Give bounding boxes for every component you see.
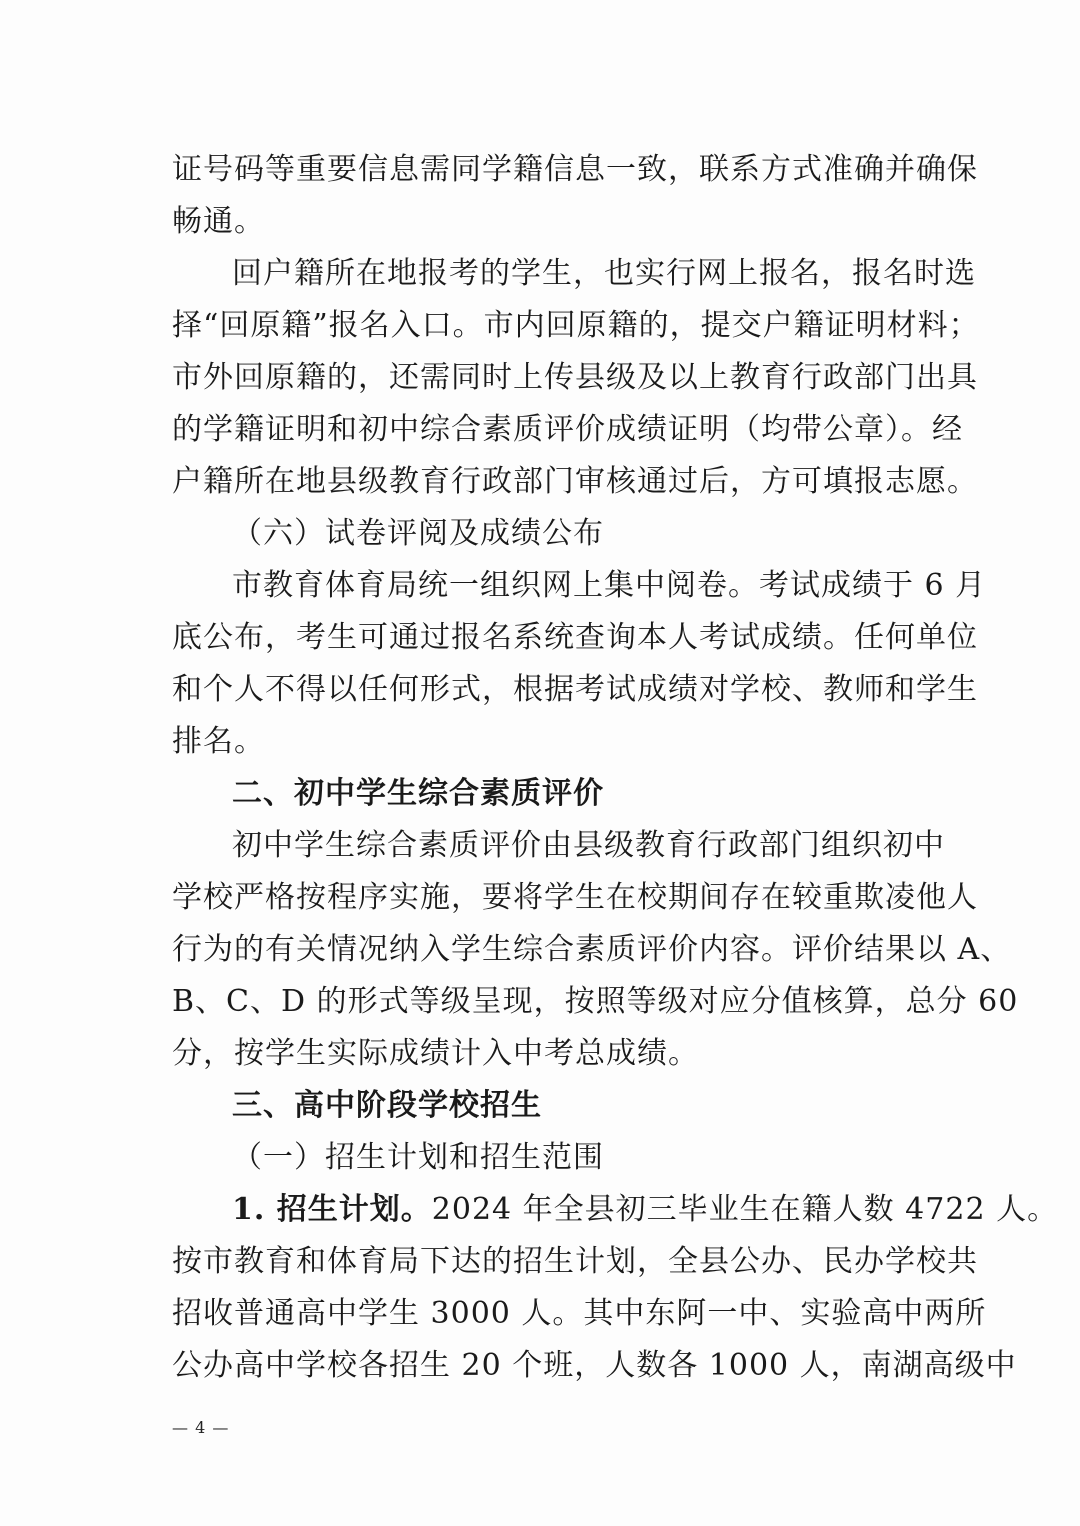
paragraph-line: 的学籍证明和初中综合素质评价成绩证明（均带公章）。经 [172, 412, 963, 447]
paragraph-text: 2024 年全县初三毕业生在籍人数 4722 人。 [431, 1192, 1059, 1227]
paragraph-line [232, 1188, 1059, 1232]
paragraph-line: 初中学生综合素质评价由县级教育行政部门组织初中 [232, 828, 945, 863]
paragraph-line: 畅通。 [172, 204, 265, 239]
paragraph-line: B、C、D 的形式等级呈现，按照等级对应分值核算，总分 60 [172, 984, 1019, 1019]
paragraph-line: 学校严格按程序实施，要将学生在校期间存在较重欺凌他人 [172, 880, 978, 915]
bold-lead-text: 1. 招生计划。 [232, 1192, 432, 1227]
page-number: — 4 — [172, 1418, 230, 1437]
subsection-heading: （一）招生计划和招生范围 [232, 1140, 604, 1175]
paragraph-line: 排名。 [172, 724, 265, 759]
paragraph-line: 按市教育和体育局下达的招生计划，全县公办、民办学校共 [172, 1244, 978, 1279]
paragraph-line: 市教育体育局统一组织网上集中阅卷。考试成绩于 6 月 [232, 568, 987, 603]
paragraph-line: 择“回原籍”报名入口。市内回原籍的，提交户籍证明材料； [172, 308, 980, 343]
section-heading: 二、初中学生综合素质评价 [232, 776, 604, 811]
subsection-heading: （六）试卷评阅及成绩公布 [232, 516, 604, 551]
paragraph-line: 公办高中学校各招生 20 个班，人数各 1000 人，南湖高级中 [172, 1348, 1017, 1383]
paragraph-line: 行为的有关情况纳入学生综合素质评价内容。评价结果以 A、 [172, 932, 1012, 967]
paragraph-line: 市外回原籍的，还需同时上传县级及以上教育行政部门出具 [172, 360, 978, 395]
paragraph-line: 回户籍所在地报考的学生，也实行网上报名，报名时选 [232, 256, 976, 291]
paragraph-line: 底公布，考生可通过报名系统查询本人考试成绩。任何单位 [172, 620, 978, 655]
paragraph-line: 和个人不得以任何形式，根据考试成绩对学校、教师和学生 [172, 672, 978, 707]
section-heading: 三、高中阶段学校招生 [232, 1088, 542, 1123]
paragraph-line: 证号码等重要信息需同学籍信息一致，联系方式准确并确保 [172, 152, 978, 187]
paragraph-line: 分，按学生实际成绩计入中考总成绩。 [172, 1036, 699, 1071]
paragraph-line: 招收普通高中学生 3000 人。其中东阿一中、实验高中两所 [172, 1296, 987, 1331]
paragraph-line: 户籍所在地县级教育行政部门审核通过后，方可填报志愿。 [172, 464, 978, 499]
